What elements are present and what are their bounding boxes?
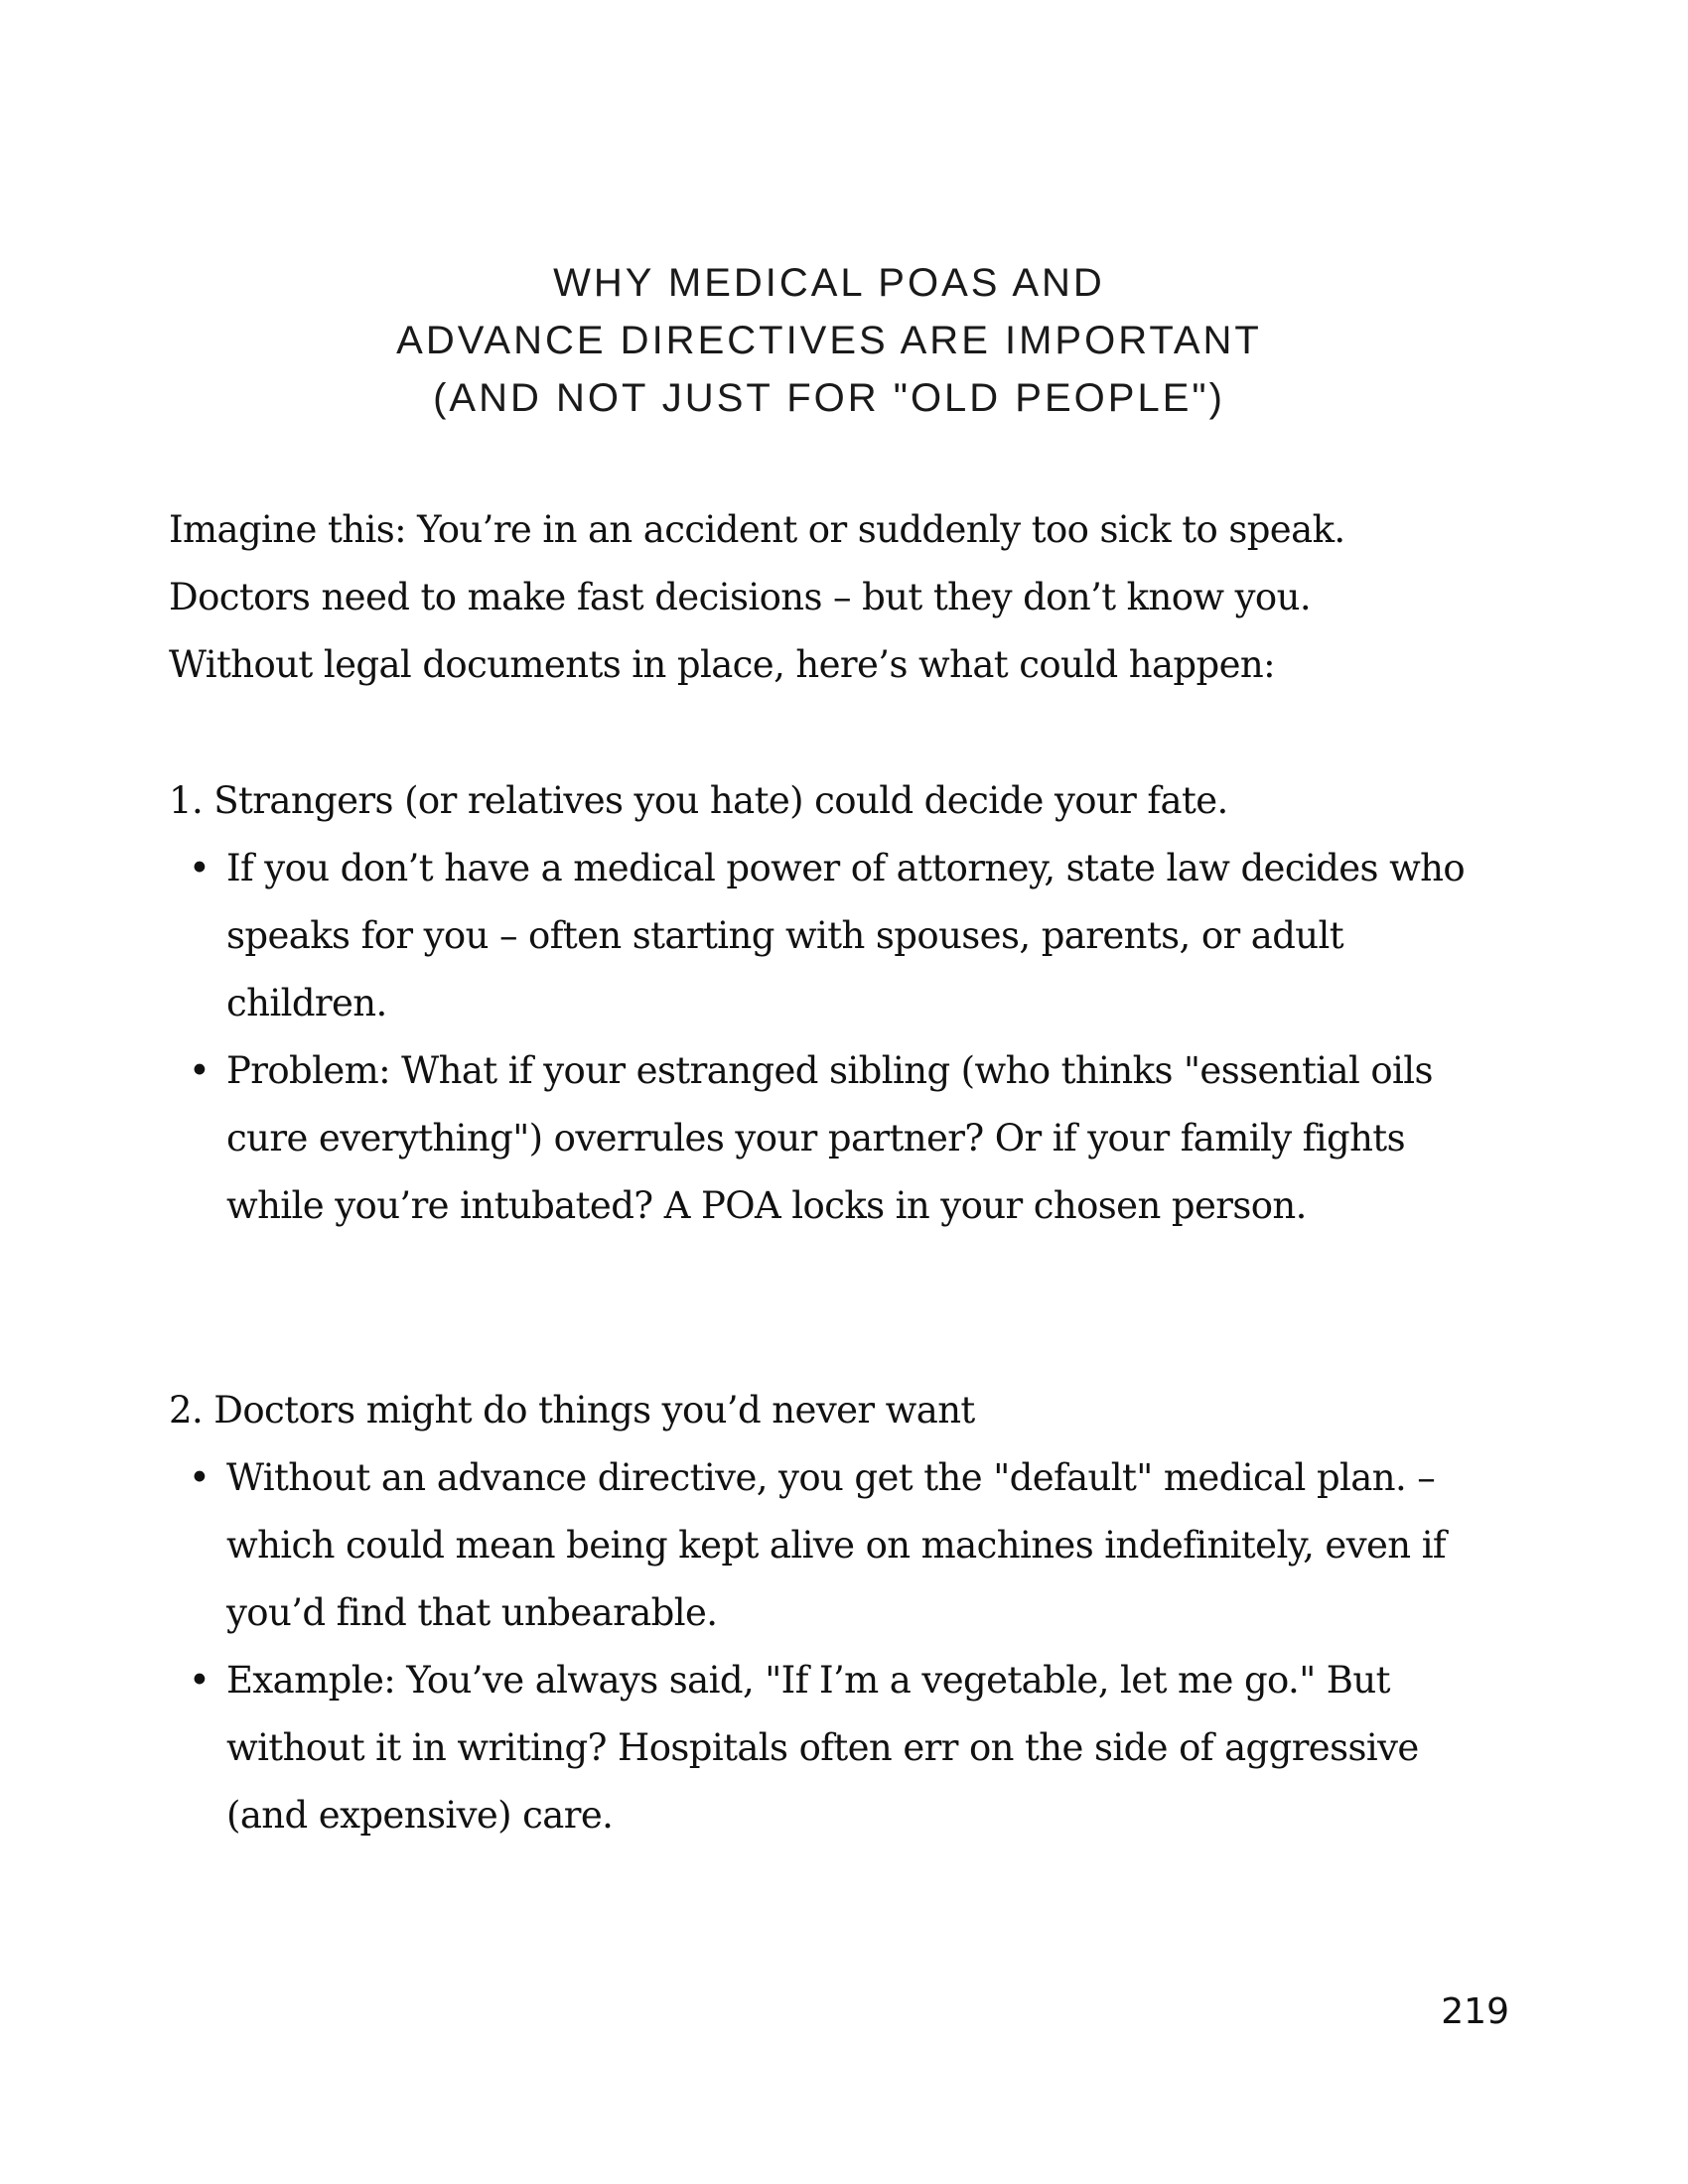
bullet-icon: •	[189, 1049, 211, 1092]
bullet-text: If you don’t have a medical power of attorney, state law decides who speaks for you – often starting with spouses, parents, or adult children.	[226, 847, 1466, 1024]
section-1-heading: 1. Strangers (or relatives you hate) could decide your fate.	[169, 779, 1228, 822]
bullet-icon: •	[189, 1659, 211, 1702]
intro-line-3: Without legal documents in place, here’s what could happen:	[169, 643, 1275, 686]
title-line-3: (AND NOT JUST FOR "OLD PEOPLE")	[433, 376, 1225, 420]
list-item	[169, 1444, 1507, 1647]
bullet-text: Problem: What if your estranged sibling (who thinks "essential oils cure everything") overrules your partner? Or if your family fights while you’re intubated? A POA locks in your chosen person.	[226, 1049, 1433, 1227]
list-item	[169, 1647, 1507, 1849]
page-title	[0, 254, 1658, 427]
bullet-icon: •	[189, 1456, 211, 1499]
list-item	[169, 835, 1507, 1037]
section-1	[169, 767, 1519, 1240]
intro-paragraph	[169, 496, 1519, 699]
section-1-bullets	[169, 835, 1519, 1240]
bullet-icon: •	[189, 847, 211, 889]
bullet-text: Without an advance directive, you get the "default" medical plan. – which could mean being kept alive on machines indefinitely, even if you’d find that unbearable.	[226, 1456, 1447, 1634]
title-line-2: ADVANCE DIRECTIVES ARE IMPORTANT	[396, 319, 1262, 362]
list-item	[169, 1037, 1507, 1240]
page-number: 219	[1441, 1991, 1509, 2032]
intro-line-1: Imagine this: You’re in an accident or suddenly too sick to speak.	[169, 508, 1345, 551]
bullet-text: Example: You’ve always said, "If I’m a vegetable, let me go." But without it in writing? Hospitals often err on the side of aggressive (and expensive) care.	[226, 1659, 1419, 1837]
section-2	[169, 1377, 1519, 1849]
intro-line-2: Doctors need to make fast decisions – but they don’t know you.	[169, 576, 1311, 618]
title-line-1: WHY MEDICAL POAS AND	[553, 261, 1105, 305]
section-2-heading: 2. Doctors might do things you’d never want	[169, 1389, 975, 1432]
section-2-bullets	[169, 1444, 1519, 1849]
